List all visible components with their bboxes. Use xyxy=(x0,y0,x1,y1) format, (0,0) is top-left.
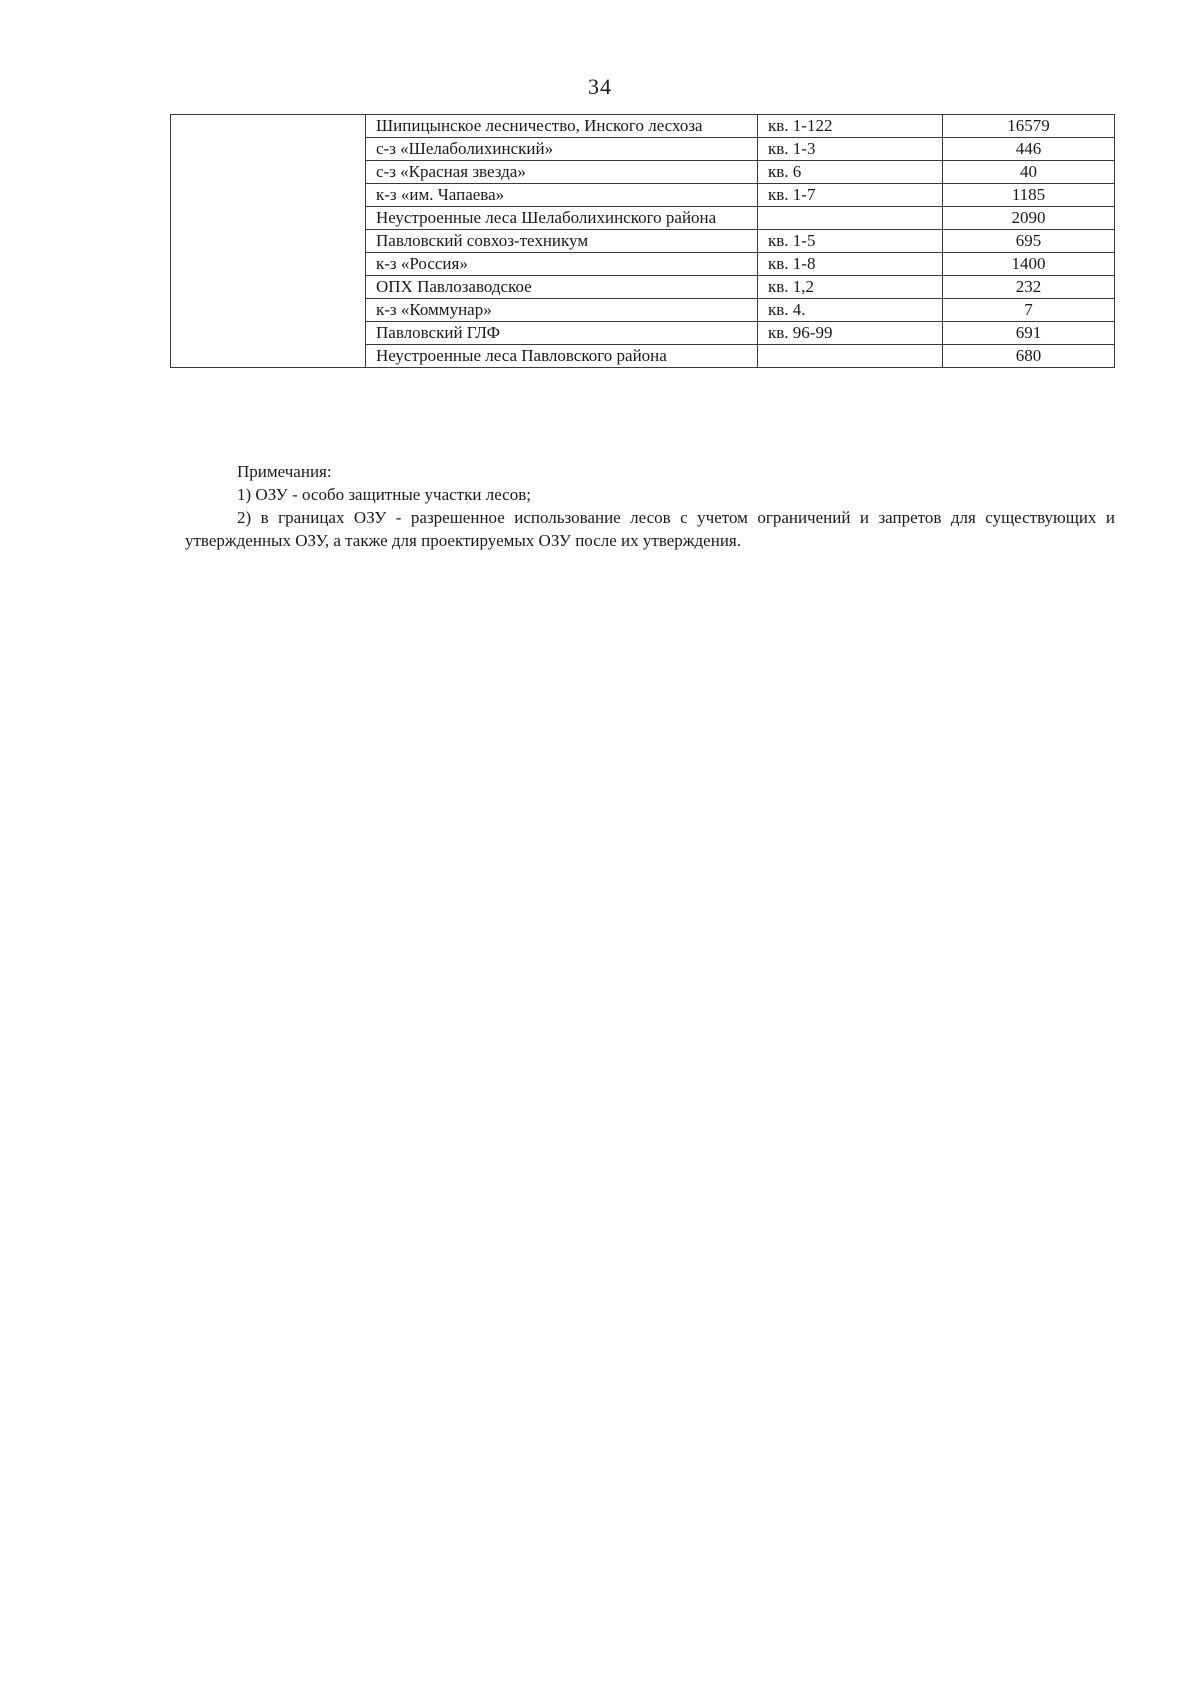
forest-areas-table-wrap xyxy=(170,114,1114,368)
empty-category-cell xyxy=(171,115,366,368)
table-cell-name: Шипицынское лесничество, Инского лесхоза xyxy=(366,115,758,138)
table-cell-name: к-з «им. Чапаева» xyxy=(366,184,758,207)
table-cell-quarters xyxy=(758,345,943,368)
table-cell-name: с-з «Красная звезда» xyxy=(366,161,758,184)
table-cell-quarters: кв. 4. xyxy=(758,299,943,322)
table-cell-quarters: кв. 1-7 xyxy=(758,184,943,207)
table-cell-area: 40 xyxy=(943,161,1115,184)
table-cell-quarters: кв. 6 xyxy=(758,161,943,184)
table-cell-area: 2090 xyxy=(943,207,1115,230)
table-cell-quarters: кв. 1-5 xyxy=(758,230,943,253)
table-cell-area: 232 xyxy=(943,276,1115,299)
table-cell-quarters: кв. 1-8 xyxy=(758,253,943,276)
table-cell-name: ОПХ Павлозаводское xyxy=(366,276,758,299)
table-cell-name: к-з «Коммунар» xyxy=(366,299,758,322)
table-cell-area: 680 xyxy=(943,345,1115,368)
table-cell-name: Неустроенные леса Павловского района xyxy=(366,345,758,368)
table-cell-quarters xyxy=(758,207,943,230)
note-item-1: 1) ОЗУ - особо защитные участки лесов; xyxy=(237,485,531,504)
table-row xyxy=(171,115,1115,138)
table-cell-area: 691 xyxy=(943,322,1115,345)
table-cell-quarters: кв. 1-122 xyxy=(758,115,943,138)
page-number: 34 xyxy=(588,74,612,99)
table-cell-name: с-з «Шелаболихинский» xyxy=(366,138,758,161)
table-cell-area: 446 xyxy=(943,138,1115,161)
notes-title: Примечания: xyxy=(237,462,332,481)
table-cell-name: Павловский ГЛФ xyxy=(366,322,758,345)
table-cell-quarters: кв. 1-3 xyxy=(758,138,943,161)
table-cell-name: к-з «Россия» xyxy=(366,253,758,276)
table-cell-name: Неустроенные леса Шелаболихинского района xyxy=(366,207,758,230)
note-item-2: 2) в границах ОЗУ - разрешенное использование лесов с учетом ограничений и запретов для существующих и утвержденных ОЗУ, а также для проектируемых ОЗУ после их утверждения. xyxy=(185,508,1115,550)
table-cell-area: 695 xyxy=(943,230,1115,253)
table-cell-quarters: кв. 1,2 xyxy=(758,276,943,299)
table-cell-quarters: кв. 96-99 xyxy=(758,322,943,345)
table-cell-area: 1185 xyxy=(943,184,1115,207)
table-cell-area: 7 xyxy=(943,299,1115,322)
forest-areas-table xyxy=(170,114,1115,368)
notes-section xyxy=(185,460,1115,552)
table-cell-area: 1400 xyxy=(943,253,1115,276)
table-cell-area: 16579 xyxy=(943,115,1115,138)
table-cell-name: Павловский совхоз-техникум xyxy=(366,230,758,253)
